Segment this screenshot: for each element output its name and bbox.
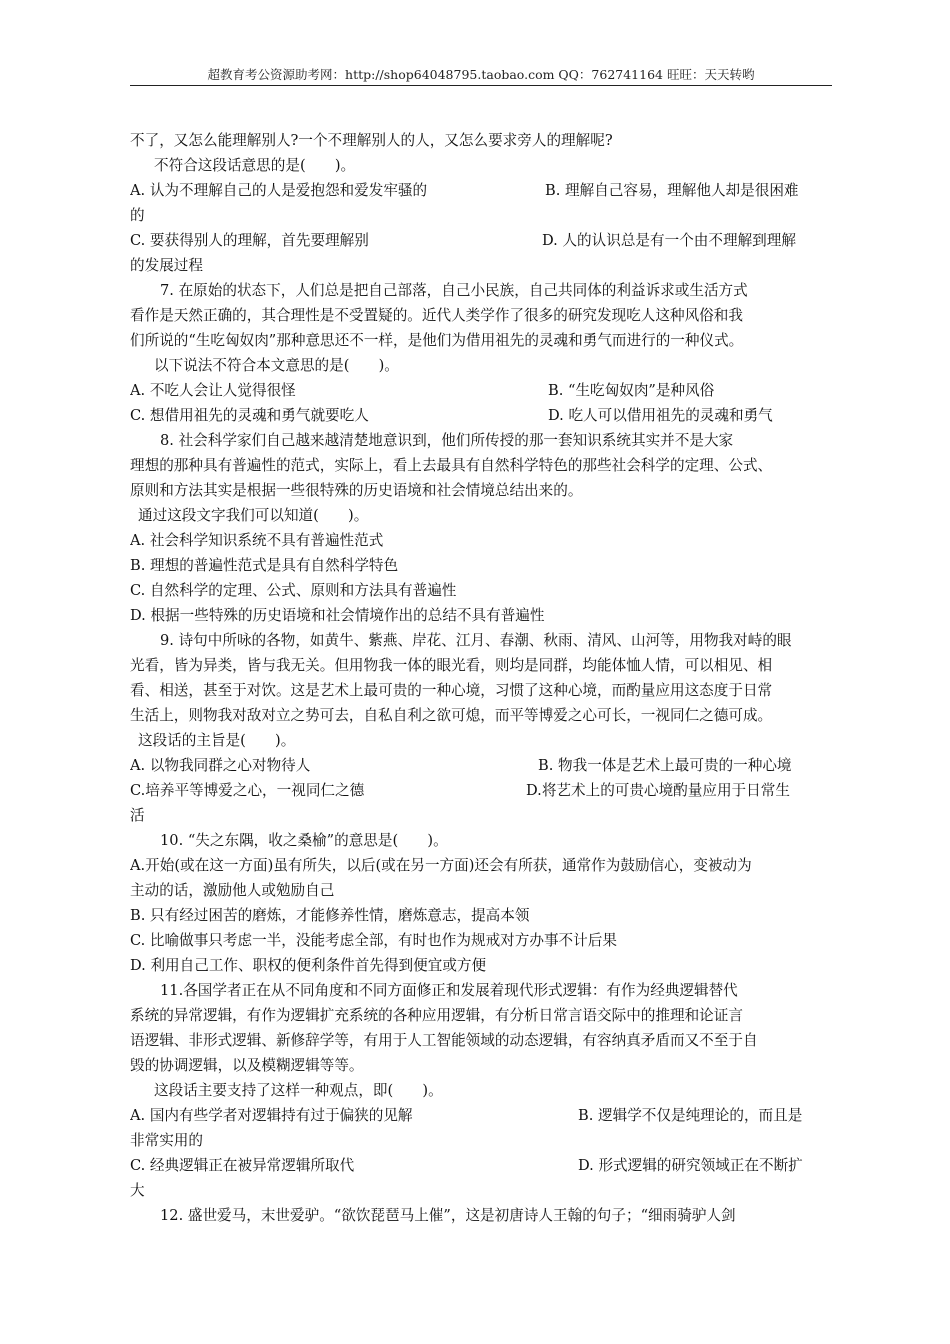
question-8: 8. 社会科学家们自己越来越清楚地意识到，他们所传授的那一套知识系统其实并不是大家 [160,432,734,449]
question-7: 7. 在原始的状态下，人们总是把自己部落，自己小民族，自己共同体的利益诉求或生活方式 [160,282,748,299]
option-d: D. 吃人可以借用祖先的灵魂和勇气 [548,407,773,424]
option-row [130,178,835,203]
text-line: 非常实用的 [130,1132,203,1149]
option-c: C. 比喻做事只考虑一半，没能考虑全部，有时也作为规戒对方办事不计后果 [130,932,617,949]
text-line: 活 [130,807,145,824]
option-d: D.将艺术上的可贵心境酌量应用于日常生 [526,782,790,799]
question-10: 10. “失之东隅，收之桑榆”的意思是( )。 [160,832,448,849]
option-c: C.培养平等博爱之心，一视同仁之德 [130,782,365,799]
text-line: 看、相送，甚至于对饮。这是艺术上最可贵的一种心境，习惯了这种心境，而酌量应用这态度于日常 [130,682,773,699]
text-line: 看作是天然正确的，其合理性是不受置疑的。近代人类学作了很多的研究发现吃人这种风俗和我 [130,307,743,324]
text-line: 大 [130,1182,145,1199]
option-c: C. 自然科学的定理、公式、原则和方法具有普遍性 [130,582,457,599]
text-line: 不了，又怎么能理解别人?一个不理解别人的人，又怎么要求旁人的理解呢? [130,132,613,149]
text-line: 的 [130,207,145,224]
option-d: D. 人的认识总是有一个由不理解到理解 [542,232,796,249]
option-b: B. 物我一体是艺术上最可贵的一种心境 [538,757,792,774]
option-b: B. 只有经过困苦的磨炼，才能修养性情，磨炼意志，提高本领 [130,907,530,924]
option-row [130,378,835,403]
option-row [130,753,835,778]
option-c: C. 要获得别人的理解，首先要理解别 [130,232,369,249]
question-prompt: 通过这段文字我们可以知道( )。 [138,507,369,524]
option-row [130,1153,835,1178]
option-c: C. 经典逻辑正在被异常逻辑所取代 [130,1157,355,1174]
option-row [130,778,835,803]
text-line: 系统的异常逻辑，有作为逻辑扩充系统的各种应用逻辑，有分析日常言语交际中的推理和论证言 [130,1007,743,1024]
option-row [130,403,835,428]
question-prompt: 这段话的主旨是( )。 [138,732,296,749]
question-9: 9. 诗句中所咏的各物，如黄牛、紫燕、岸花、江月、春潮、秋雨、清风、山河等，用物我对峙的眼 [160,632,792,649]
page-header: 超教育考公资源助考网：http://shop64048795.taobao.com QQ：762741164 旺旺：天天转哟 [207,67,755,82]
option-row [130,1103,835,1128]
text-line: 毁的协调逻辑，以及模糊逻辑等等。 [130,1057,364,1074]
option-a: A. 不吃人会让人觉得很怪 [130,382,296,399]
question-prompt: 这段话主要支持了这样一种观点，即( )。 [154,1082,443,1099]
text-line: 的发展过程 [130,257,203,274]
text-line: 原则和方法其实是根据一些很特殊的历史语境和社会情境总结出来的。 [130,482,583,499]
option-c: C. 想借用祖先的灵魂和勇气就要吃人 [130,407,369,424]
question-prompt: 以下说法不符合本文意思的是( )。 [154,357,399,374]
text-line: 光看，皆为异类，皆与我无关。但用物我一体的眼光看，则均是同群，均能体恤人情，可以相见、相 [130,657,773,674]
header-rule [130,85,832,86]
option-b: B. 逻辑学不仅是纯理论的，而且是 [578,1107,803,1124]
option-d: D. 形式逻辑的研究领域正在不断扩 [578,1157,803,1174]
option-a: A.开始(或在这一方面)虽有所失，以后(或在另一方面)还会有所获，通常作为鼓励信心，变被动为 [130,857,752,874]
option-b: B. 理解自己容易，理解他人却是很困难 [545,182,799,199]
question-11: 11.各国学者正在从不同角度和不同方面修正和发展着现代形式逻辑：有作为经典逻辑替代 [160,982,738,999]
question-prompt: 不符合这段话意思的是( )。 [154,157,356,174]
option-d: D. 利用自己工作、职权的便利条件首先得到便宜或方便 [130,957,487,974]
text-line: 生活上，则物我对敌对立之势可去，自私自利之欲可熄，而平等博爱之心可长，一视同仁之德可成。 [130,707,773,724]
text-line: 主动的话，激励他人或勉励自己 [130,882,335,899]
text-line: 们所说的“生吃匈奴肉”那种意思还不一样，是他们为借用祖先的灵魂和勇气而进行的一种仪式。 [130,332,744,349]
option-a: A. 社会科学知识系统不具有普遍性范式 [130,532,384,549]
option-a: A. 认为不理解自己的人是爱抱怨和爱发牢骚的 [130,182,428,199]
option-b: B. 理想的普遍性范式是具有自然科学特色 [130,557,399,574]
option-d: D. 根据一些特殊的历史语境和社会情境作出的总结不具有普遍性 [130,607,545,624]
option-b: B. “生吃匈奴肉”是种风俗 [548,382,715,399]
option-row [130,228,835,253]
option-a: A. 国内有些学者对逻辑持有过于偏狭的见解 [130,1107,413,1124]
document-body [130,128,835,1228]
text-line: 理想的那种具有普遍性的范式，实际上，看上去最具有自然科学特色的那些社会科学的定理、公式、 [130,457,773,474]
option-a: A. 以物我同群之心对物待人 [130,757,311,774]
question-12: 12. 盛世爱马，末世爱驴。“欲饮琵琶马上催”，这是初唐诗人王翰的句子；“细雨骑驴人剑 [160,1207,736,1224]
text-line: 语逻辑、非形式逻辑、新修辞学等，有用于人工智能领域的动态逻辑，有容纳真矛盾而又不至于自 [130,1032,758,1049]
